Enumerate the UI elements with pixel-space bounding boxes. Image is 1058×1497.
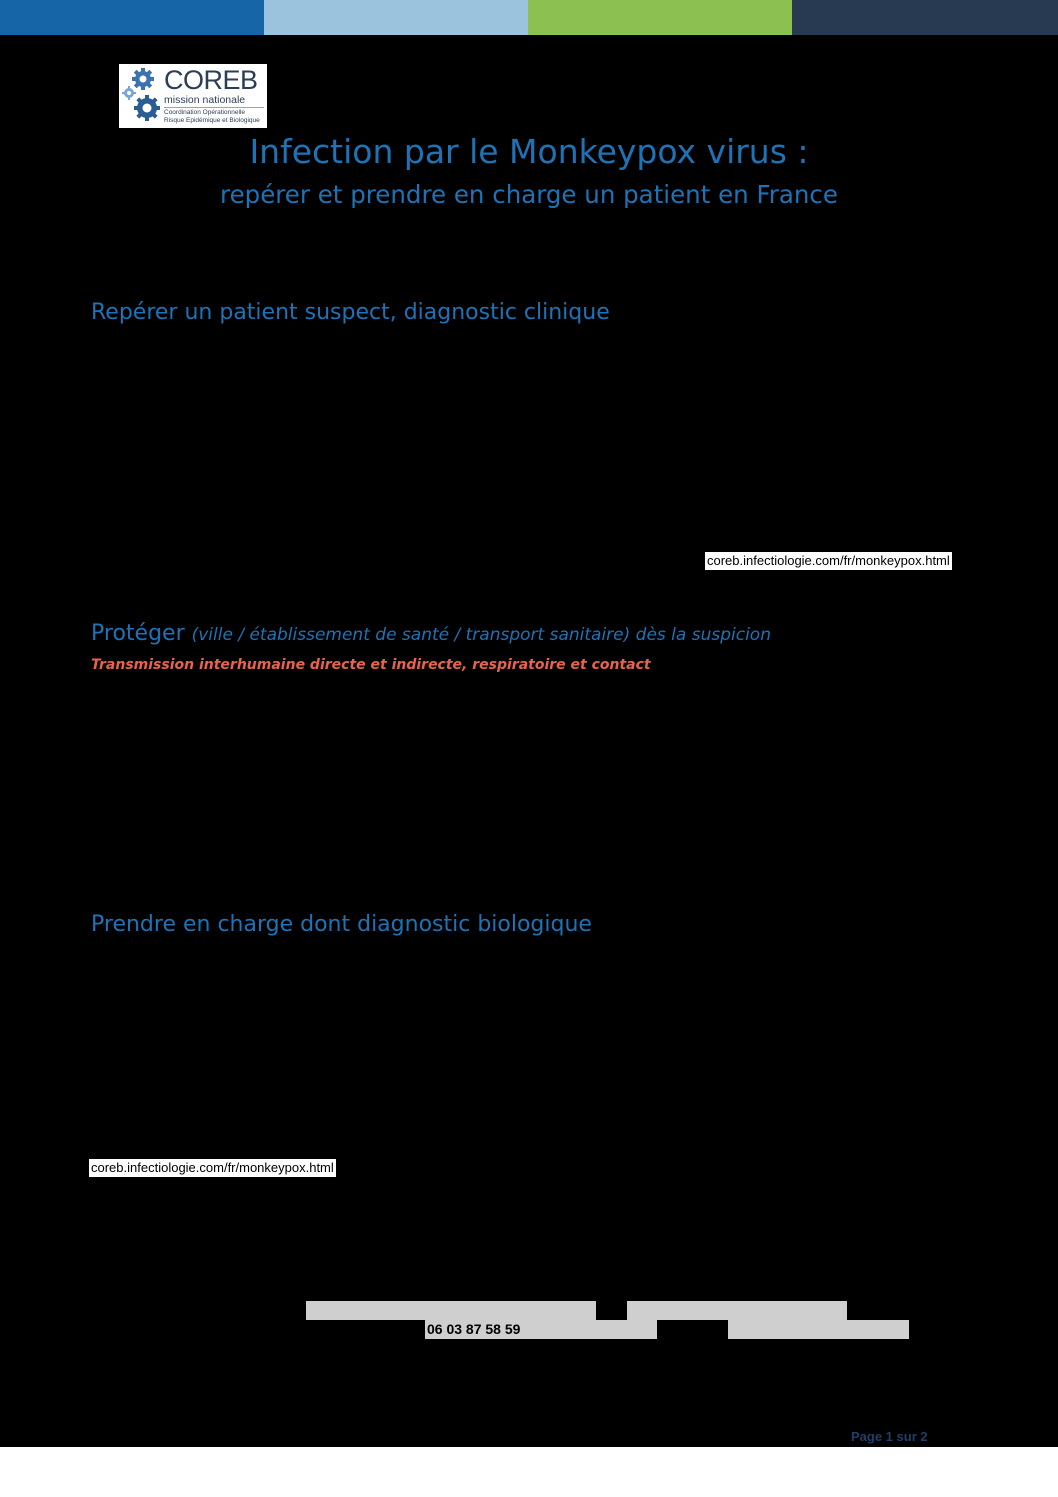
gears-icon — [121, 67, 163, 125]
coreb-logo — [119, 64, 267, 128]
color-bar-segment — [0, 0, 264, 35]
highlight-bar — [728, 1320, 909, 1339]
color-bar-segment — [792, 0, 1058, 35]
logo-divider — [164, 107, 264, 108]
section-heading-prendre: Prendre en charge dont diagnostic biologique — [91, 912, 592, 937]
logo-line-2: Risque Epidémique et Biologique — [164, 117, 260, 124]
highlight-bar — [306, 1301, 596, 1320]
coreb-link[interactable]: coreb.infectiologie.com/fr/monkeypox.html — [91, 1160, 334, 1175]
logo-line-1: Coordination Opérationnelle — [164, 109, 245, 116]
color-bar-segment — [528, 0, 792, 35]
logo-subtitle: mission nationale — [164, 94, 246, 106]
coreb-link[interactable]: coreb.infectiologie.com/fr/monkeypox.html — [707, 553, 950, 568]
phone-number: 06 03 87 58 59 — [425, 1320, 657, 1339]
section-heading-proteger — [91, 619, 771, 650]
page-number: Page 1 sur 2 — [851, 1429, 928, 1444]
header-color-bar — [0, 0, 1058, 35]
document-page — [0, 35, 1058, 1447]
document-title: Infection par le Monkeypox virus : — [249, 132, 809, 171]
section-heading-reperer: Repérer un patient suspect, diagnostic clinique — [91, 300, 610, 325]
document-subtitle: repérer et prendre en charge un patient en France — [220, 180, 838, 209]
color-bar-segment — [264, 0, 528, 35]
section-heading-proteger-qualifier: (ville / établissement de santé / transport sanitaire) dès la suspicion — [191, 625, 771, 645]
logo-name: COREB — [164, 65, 258, 95]
transmission-note: Transmission interhumaine directe et indirecte, respiratoire et contact — [91, 657, 651, 673]
highlight-bar — [627, 1301, 847, 1320]
section-heading-proteger-title: Protéger — [91, 621, 185, 646]
